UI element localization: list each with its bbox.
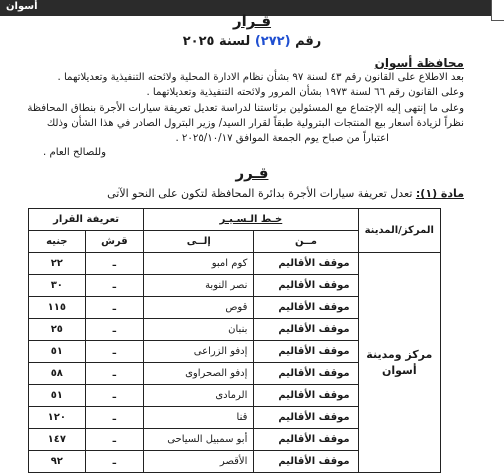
cell-from: موقف الأقاليم — [254, 341, 358, 363]
cell-from: موقف الأقاليم — [254, 407, 358, 429]
fare-table — [28, 208, 441, 473]
cell-from: موقف الأقاليم — [254, 275, 358, 297]
cell-to: نصر النوبة — [144, 275, 254, 297]
cell-piaster: ـ — [85, 451, 144, 473]
authority-heading: محافظة أسوان — [374, 56, 464, 70]
header-to: إلــى — [144, 231, 254, 253]
preamble-line-1: بعد الاطلاع على القانون رقم ٤٣ لسنة ٩٧ بشأن نظام الادارة المحلية ولائحته التنفيذية وتعديلاتهما . — [57, 72, 464, 83]
header-center-city: المركز/المدينة — [358, 209, 440, 253]
cell-piaster: ـ — [85, 275, 144, 297]
cell-pound: ٥٨ — [29, 363, 86, 385]
cell-piaster: ـ — [85, 407, 144, 429]
cell-to: إدفو الصحراوى — [144, 363, 254, 385]
cell-pound: ٣٠ — [29, 275, 86, 297]
cell-piaster: ـ — [85, 253, 144, 275]
preamble-line-5: اعتباراً من صباح يوم الجمعة الموافق ٢٠٢٥/١٠/١٧ . — [175, 133, 389, 144]
header-pound: جنيه — [29, 231, 86, 253]
cell-piaster: ـ — [85, 319, 144, 341]
cell-to: كوم امبو — [144, 253, 254, 275]
cell-pound: ٢٢ — [29, 253, 86, 275]
header-route-line: خـط الـسـيـر — [144, 209, 358, 231]
cell-pound: ١٤٧ — [29, 429, 86, 451]
preamble-line-4: نظراً لزيادة أسعار بيع المنتجات البترولية طبقاً لقرار السيد/ وزير البترول الصادر في هذا الشأن وذلك — [46, 118, 464, 129]
cell-from: موقف الأقاليم — [254, 429, 358, 451]
cell-to: الأقصر — [144, 451, 254, 473]
header-from: مــن — [254, 231, 358, 253]
document-title: قـرار — [232, 12, 272, 30]
cell-from: موقف الأقاليم — [254, 385, 358, 407]
cell-from: موقف الأقاليم — [254, 319, 358, 341]
cell-from: موقف الأقاليم — [254, 253, 358, 275]
cell-pound: ١٢٠ — [29, 407, 86, 429]
cell-pound: ١١٥ — [29, 297, 86, 319]
cell-to: الرمادى — [144, 385, 254, 407]
cell-pound: ٢٥ — [29, 319, 86, 341]
cell-pound: ٥١ — [29, 341, 86, 363]
cell-to: بنبان — [144, 319, 254, 341]
cell-from: موقف الأقاليم — [254, 297, 358, 319]
cell-piaster: ـ — [85, 297, 144, 319]
cell-pound: ٩٢ — [29, 451, 86, 473]
cell-from: موقف الأقاليم — [254, 363, 358, 385]
article-1 — [107, 187, 464, 200]
table-row — [29, 253, 441, 275]
header-fare: تعريفة القرار — [29, 209, 144, 231]
cell-piaster: ـ — [85, 429, 144, 451]
cell-piaster: ـ — [85, 341, 144, 363]
cell-to: إدفو الزراعى — [144, 341, 254, 363]
decision-number-value: (٢٧٢) — [254, 34, 291, 49]
cell-piaster: ـ — [85, 385, 144, 407]
preamble-line-3: وعلى ما إنتهى إليه الإجتماع مع المسئولين برئاستنا لدراسة تعديل تعريفة سيارات الأجرة بنطاق المحافظة — [27, 103, 464, 114]
decision-number — [0, 34, 504, 49]
decision-year: لسنة ٢٠٢٥ — [182, 34, 251, 49]
cell-piaster: ـ — [85, 363, 144, 385]
cell-to: قوص — [144, 297, 254, 319]
cell-to: أبو سمبيل السياحى — [144, 429, 254, 451]
article-label: مادة (١): — [415, 187, 464, 200]
preamble-line-2: وعلى القانون رقم ٦٦ لسنة ١٩٧٣ بشأن المرور ولائحته التنفيذية وتعديلاتهما . — [146, 87, 464, 98]
preamble-line-6: وللصالح العام . — [43, 147, 106, 158]
decision-heading: قـرر — [235, 164, 269, 182]
cell-from: موقف الأقاليم — [254, 451, 358, 473]
cell-to: قنا — [144, 407, 254, 429]
decision-prefix: رقم — [295, 34, 322, 49]
cell-pound: ٥١ — [29, 385, 86, 407]
article-text: تعدل تعريفة سيارات الأجرة بدائرة المحافظة لتكون على النحو الآتى — [107, 187, 413, 200]
header-piaster: قرش — [85, 231, 144, 253]
site-logo: أسوان — [6, 1, 38, 12]
center-name: مركز ومدينة أسوان — [358, 253, 440, 473]
